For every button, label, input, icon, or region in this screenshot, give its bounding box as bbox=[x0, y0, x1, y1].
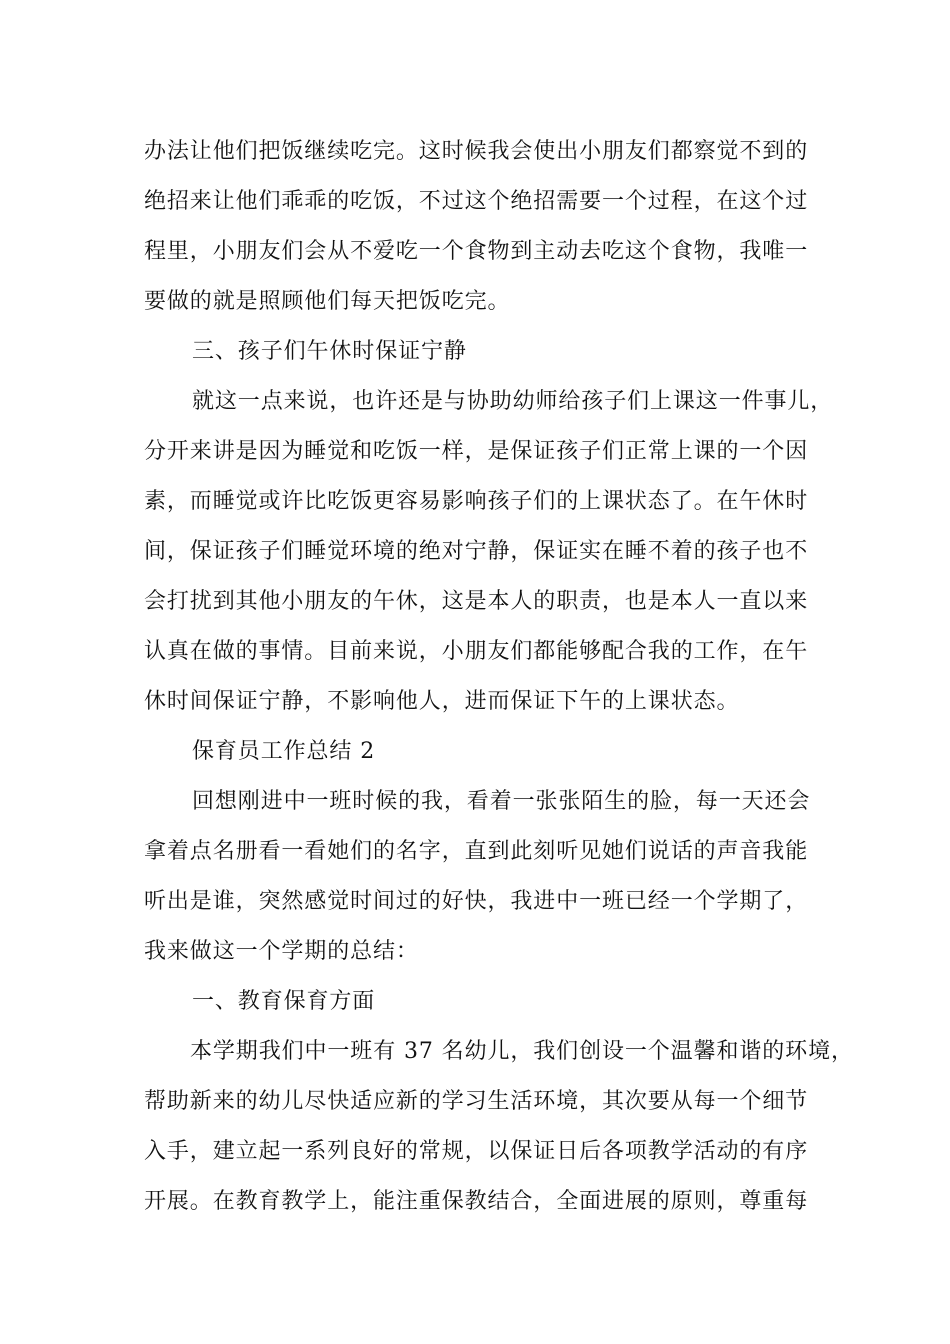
paragraph-line: 入手，建立起一系列良好的常规，以保证日后各项教学活动的有序 bbox=[144, 1139, 809, 1164]
paragraph-line: 听出是谁，突然感觉时间过的好快，我进中一班已经一个学期了， bbox=[144, 889, 809, 914]
paragraph-line: 办法让他们把饭继续吃完。这时候我会使出小朋友们都察觉不到的 bbox=[144, 139, 809, 164]
paragraph-line: 拿着点名册看一看她们的名字，直到此刻听见她们说话的声音我能 bbox=[144, 839, 809, 864]
paragraph-line: 认真在做的事情。目前来说，小朋友们都能够配合我的工作，在午 bbox=[144, 639, 809, 664]
paragraph-line: 绝招来让他们乖乖的吃饭，不过这个绝招需要一个过程，在这个过 bbox=[144, 189, 809, 214]
paragraph-line: 我来做这一个学期的总结： bbox=[144, 939, 419, 964]
section-heading-one: 一、教育保育方面 bbox=[192, 989, 376, 1014]
paragraph-line: 回想刚进中一班时候的我，看着一张张陌生的脸，每一天还会 bbox=[192, 789, 811, 814]
paragraph-line: 程里，小朋友们会从不爱吃一个食物到主动去吃这个食物，我唯一 bbox=[144, 239, 809, 264]
summary-title-2: 保育员工作总结 2 bbox=[192, 739, 376, 764]
section-heading-three: 三、孩子们午休时保证宁静 bbox=[192, 339, 467, 364]
paragraph-line: 休时间保证宁静，不影响他人，进而保证下午的上课状态。 bbox=[144, 689, 740, 714]
paragraph-line: 分开来讲是因为睡觉和吃饭一样，是保证孩子们正常上课的一个因 bbox=[144, 439, 809, 464]
paragraph-line: 开展。在教育教学上，能注重保教结合，全面进展的原则，尊重每 bbox=[144, 1189, 809, 1214]
paragraph-line: 会打扰到其他小朋友的午休，这是本人的职责，也是本人一直以来 bbox=[144, 589, 809, 614]
paragraph-line: 要做的就是照顾他们每天把饭吃完。 bbox=[144, 289, 511, 314]
paragraph-line: 本学期我们中一班有 37 名幼儿，我们创设一个温馨和谐的环境， bbox=[190, 1039, 854, 1064]
paragraph-line: 素，而睡觉或许比吃饭更容易影响孩子们的上课状态了。在午休时 bbox=[144, 489, 809, 514]
paragraph-line: 就这一点来说，也许还是与协助幼师给孩子们上课这一件事儿， bbox=[192, 389, 834, 414]
paragraph-line: 间，保证孩子们睡觉环境的绝对宁静，保证实在睡不着的孩子也不 bbox=[144, 539, 809, 564]
paragraph-line: 帮助新来的幼儿尽快适应新的学习生活环境，其次要从每一个细节 bbox=[144, 1089, 809, 1114]
